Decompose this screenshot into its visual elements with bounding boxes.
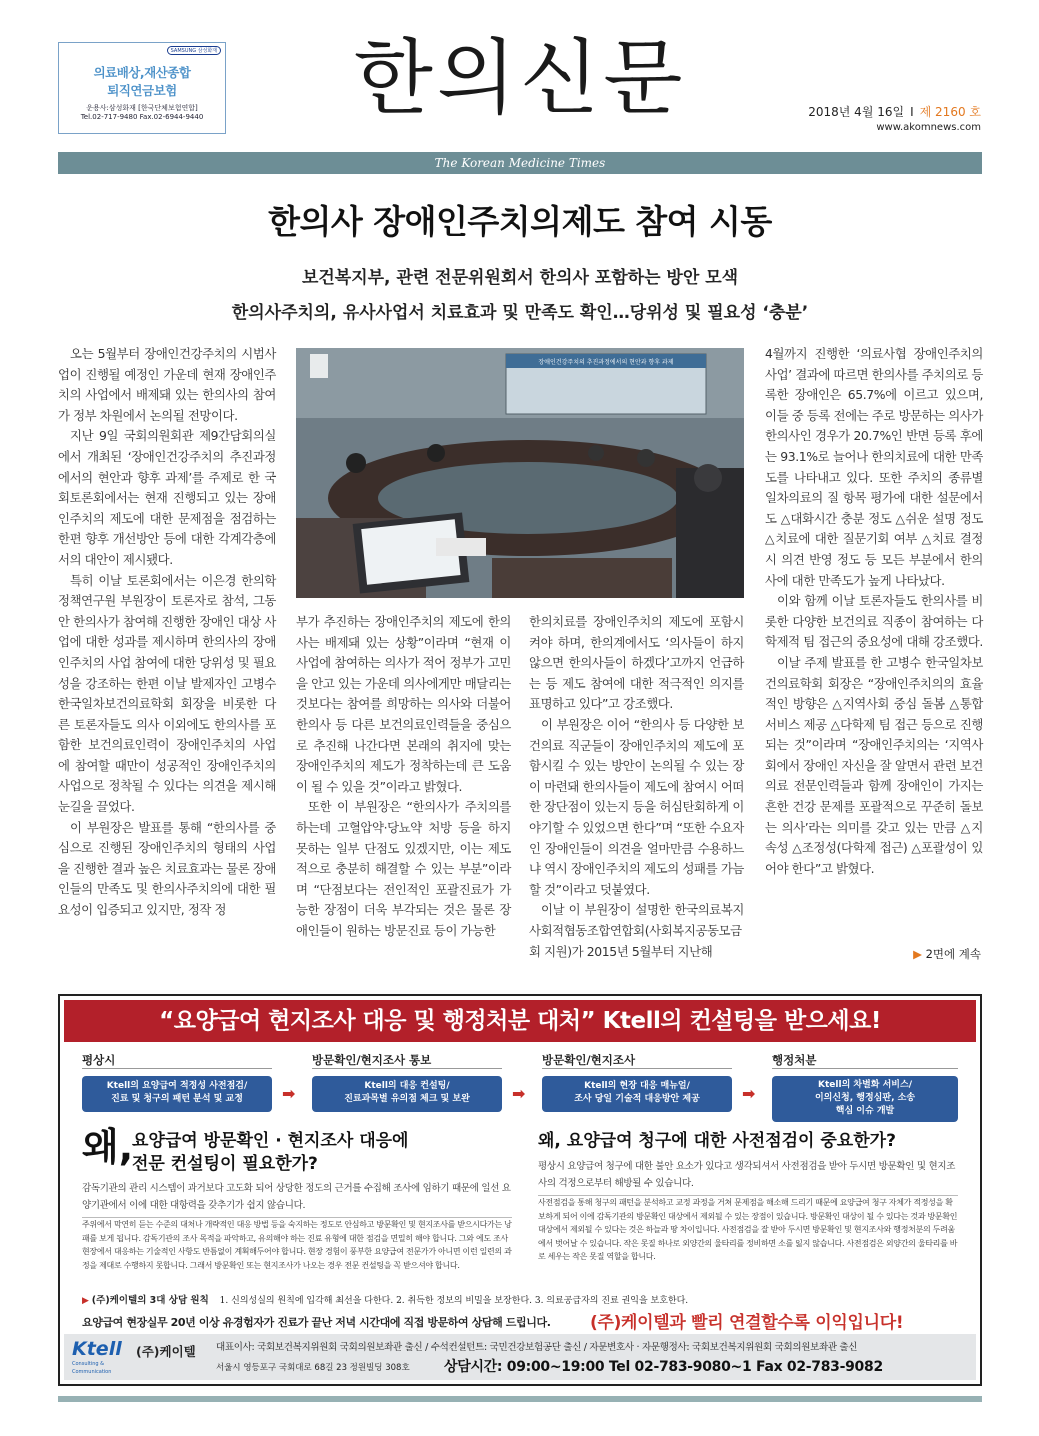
article-column-3 bbox=[529, 612, 744, 962]
samsung-logo: SAMSUNG 삼성화재 bbox=[167, 46, 221, 55]
stage-box bbox=[312, 1076, 502, 1112]
stage-divider bbox=[82, 1068, 272, 1069]
left-question-line-1: 요양급여 방문확인 · 현지조사 대응에 bbox=[132, 1131, 409, 1151]
article-column-2 bbox=[296, 612, 511, 942]
insurance-operator: 운용사:삼성화재 [한국단체보험연합] bbox=[86, 104, 198, 112]
principles-items: 1. 신의성실의 원칙에 입각해 최선을 다한다. 2. 취득한 정보의 비밀을 보장한다. 3. 의료공급자의 진료 권익을 보호한다. bbox=[219, 1296, 689, 1306]
bottom-divider bbox=[58, 1396, 982, 1402]
right-question: 왜, 요양급여 청구에 대한 사전점검이 중요한가? bbox=[538, 1131, 896, 1151]
company-name: (주)케이텔 bbox=[136, 1344, 196, 1359]
triangle-right-icon: ▶ bbox=[82, 1296, 89, 1306]
stage-divider bbox=[542, 1068, 732, 1069]
article-column-1 bbox=[58, 344, 276, 921]
paragraph: 이날 주제 발표를 한 고병수 한국일차보건의료학회 회장은 “장애인주치의의 효율적인 방향은 △지역사회 중심 돌봄 △통합서비스 제공 △다학제 팀 접근 등으로 진행되는 것”이라며 “장애인주치의는 ‘지역사회에서 장애인 자신을 잘 알면서 관련 보건의료 전문인력들과 함께 장애인이 가지는 흔한 건강 문제를 포괄적으로 꾸준히 돌보는 의사’라는 의미를 갖고 있는 만큼 △지속성 △조정성(다학제 접근) △포괄성이 있어야 한다”고 밝혔다. bbox=[765, 654, 983, 876]
stage-label: 행정처분 bbox=[772, 1053, 817, 1067]
article-subhead-2: 한의사주치의, 유사사업서 치료효과 및 만족도 확인…당위성 및 필요성 ‘충분’ bbox=[231, 303, 809, 323]
company-address: 서울시 영등포구 국회대로 68길 23 정원빌딩 308호 bbox=[216, 1363, 410, 1373]
photo-banner-text: 장애인건강주치의 추진과정에서의 현안과 향후 과제 bbox=[538, 359, 674, 366]
stage-divider bbox=[312, 1068, 502, 1069]
issue-info bbox=[808, 103, 981, 120]
conference-room-illustration bbox=[296, 348, 744, 598]
issue-number: 제 2160 호 bbox=[919, 105, 981, 119]
ad-footer bbox=[64, 1334, 976, 1380]
stage-box-line: Ktell의 대응 컨설팅/ bbox=[364, 1081, 450, 1091]
stage-box-line: Ktell의 현장 대응 매뉴얼/ bbox=[584, 1081, 690, 1091]
right-body-text: 사전점검을 통해 청구의 패턴을 분석하고 교정 과정을 거쳐 문제점을 해소해 드리기 때문에 요양급여 청구 자체가 적정성을 확보하게 되어 이에 감독기관의 방문확인 대상에서 제외될 수 있는 장점이 있습니다. 방문확인 대상이 될 수 있다는 것과 방문확인 대상에서 제외될 수 있다는 것은 하늘과 땅 차이입니다. 사전점검을 잘 받아 두시면 방문확인 및 현지조사와 행정처분의 두려움에서 벗어날 수 있습니다. 작은 못질 하나로 외양간의 울타리를 정비하면 소를 잃지 않습니다. 사전점검은 외양간의 울타리를 바로 세우는 작은 못질 역할을 합니다. bbox=[538, 1198, 958, 1261]
paragraph: 한의치료를 장애인주치의 제도에 포함시켜야 하며, 한의계에서도 ‘의사들이 하지 않으면 한의사들이 하겠다’고까지 언급하는 등 제도 참여에 대한 적극적인 의지를 표명하고 있다”고 강조했다. bbox=[529, 614, 744, 712]
article-column-4 bbox=[765, 344, 983, 879]
issue-date: 2018년 4월 16일 bbox=[808, 105, 905, 119]
article-subhead-1: 보건복지부, 관련 전문위원회서 한의사 포함하는 방안 모색 bbox=[301, 268, 739, 288]
why-big-text: 왜, bbox=[82, 1125, 134, 1169]
ktell-logo bbox=[72, 1338, 132, 1376]
article-photo bbox=[296, 348, 744, 598]
call-to-action: (주)케이텔과 빨리 연결할수록 이익입니다! bbox=[590, 1313, 904, 1333]
ktell-advertisement bbox=[58, 994, 982, 1386]
stage-label: 방문확인/현지조사 통보 bbox=[312, 1053, 432, 1067]
hours-and-contact: 상담시간: 09:00~19:00 Tel 02-783-9080~1 Fax 02-783-9082 bbox=[444, 1359, 883, 1375]
stage-divider bbox=[772, 1068, 958, 1069]
paragraph: 4월까지 진행한 ‘의료사협 장애인주치의 사업’ 결과에 따르면 한의사를 주치의로 등록한 장애인은 65.7%에 이르고 있으며, 이들 중 등록 전에는 주로 방문하는 의사가 한의사인 경우가 20.7%인 반면 등록 후에는 93.1%로 늘어나 한의치료에 대한 만족도를 나타내고 있다. 또한 주치의 종류별 일차의료의 질 항목 평가에 대한 설문에서도 △대화시간 충분 정도 △쉬운 설명 정도 △치료에 대한 질문기회 여부 △치료 결정시 의견 반영 정도 등 모든 부분에서 한의사에 대한 만족도가 높게 나타났다. bbox=[765, 346, 983, 588]
left-lead-text: 감독기관의 관리 시스템이 과거보다 고도화 되어 상당한 정도의 근거를 수집해 조사에 임하기 때문에 일선 요양기관에서 이에 대한 대항력을 갖추기가 쉽지 않습니다. bbox=[82, 1180, 512, 1218]
article-headline: 한의사 장애인주치의제도 참여 시동 bbox=[268, 202, 772, 241]
stage-label: 평상시 bbox=[82, 1053, 116, 1067]
arrow-right-icon: ➡ bbox=[512, 1084, 526, 1103]
ktell-logo-subtext: Consulting & Communication bbox=[72, 1361, 112, 1375]
stage-box-line: 조사 당일 기술적 대응방안 제공 bbox=[574, 1094, 700, 1104]
arrow-right-icon: ➡ bbox=[282, 1084, 296, 1103]
paragraph: 이 부원장은 발표를 통해 “한의사를 중심으로 진행된 장애인주치의 형태의 사업을 진행한 결과 높은 치료효과는 물론 장애인들의 만족도 및 한의사주치의에 대한 필요성이 입증되고 있지만, 정작 정 bbox=[58, 819, 276, 918]
left-body-text: 주위에서 막연히 듣는 수준의 대처나 개략적인 대응 방법 등을 숙지하는 정도로 안심하고 방문확인 및 현지조사를 받으시다가는 낭패를 보게 됩니다. 감독기관의 조사 목적을 파악하고, 유의해야 하는 진료 유형에 대한 점검을 면밀히 해야 합니다. 그와 에도 조사 현장에서 대응하는 기술적인 사항도 반틈없이 계획해두어야 합니다. 현장 경험이 풍부한 요양급여 전문가가 아니면 이런 일련의 과정을 제대로 수행하지 못합니다. 그래서 방문확인 또는 현지조사가 나오는 경우 전문 컨설팅을 꼭 받으셔야 합니다. bbox=[82, 1220, 512, 1270]
paragraph: 부가 추진하는 장애인주치의 제도에 한의사는 배제돼 있는 상황”이라며 “현재 이 사업에 참여하는 의사가 적어 정부가 고민을 안고 있는 가운데 의사에게만 매달리는 것보다는 참여를 희망하는 의사와 더불어 한의사 등 다른 보건의료인력들을 중심으로 추진해 나간다면 본래의 취지에 맞는 장애인주치의 제도가 정착하는데 큰 도움이 될 수 있을 것”이라고 밝혔다. bbox=[296, 614, 511, 794]
insurance-ad-box bbox=[58, 42, 226, 134]
tagline-bar: The Korean Medicine Times bbox=[58, 152, 982, 174]
left-question-line-2: 전문 컨설팅이 필요한가? bbox=[132, 1154, 318, 1174]
stage-box-line: Ktell의 요양급여 적정성 사전점검/ bbox=[106, 1081, 248, 1091]
ad-headline: “요양급여 현지조사 대응 및 행정처분 대처” Ktell의 컨설팅을 받으세요! bbox=[64, 1000, 976, 1042]
paragraph: 이와 함께 이날 토론자들도 한의사를 비롯한 다양한 보건의료 직종이 참여하는 다학제적 팀 접근의 중요성에 대해 강조했다. bbox=[765, 593, 983, 650]
stage-box bbox=[772, 1076, 958, 1122]
newspaper-title: 한의신문 bbox=[353, 31, 687, 126]
stage-box-line: 진료과목별 유의점 체크 및 보완 bbox=[344, 1094, 470, 1104]
visit-service-text: 요양급여 현장실무 20년 이상 유경험자가 진료가 끝난 저녁 시간대에 직접 방문하여 상담해 드립니다. bbox=[82, 1316, 551, 1329]
paragraph: 지난 9일 국회의원회관 제9간담회의실에서 개최된 ‘장애인건강주치의 추진과정에서의 현안과 향후 과제’를 주제로 한 국회토론회에서는 현재 진행되고 있는 장애인주치의 제도에 대한 문제점을 점검하는 한편 향후 개선방안 등에 대한 각계각층에서의 대안이 제시됐다. bbox=[58, 428, 276, 567]
continued-link[interactable] bbox=[913, 946, 981, 962]
right-lead-text: 평상시 요양급여 청구에 대한 불안 요소가 있다고 생각되셔서 사전점검을 받아 두시면 방문확인 및 현지조사의 걱정으로부터 해방될 수 있습니다. bbox=[538, 1158, 958, 1196]
stage-box-line: 진료 및 청구의 패턴 분석 및 교정 bbox=[111, 1094, 243, 1104]
stage-box bbox=[542, 1076, 732, 1112]
ktell-logo-text: Ktell bbox=[72, 1338, 122, 1360]
insurance-line-2: 퇴직연금보험 bbox=[107, 83, 177, 98]
stage-box-line: 이의신청, 행정심판, 소송 bbox=[814, 1093, 916, 1103]
paragraph: 이 부원장은 이어 “한의사 등 다양한 보건의료 직군들이 장애인주치의 제도에 포함시킬 수 있는 방안이 논의될 수 있는 장이 마련돼 한의사들이 제도에 참여시 어떠한 장단점이 있는지 등을 허심탄회하게 이야기할 수 있었으면 한다”며 “또한 수요자인 장애인들이 의견을 얼마만큼 수용하느냐 역시 장애인주치의 제도의 성패를 가늠할 것”이라고 덧붙였다. bbox=[529, 716, 744, 897]
stage-box-line: 핵심 이슈 개발 bbox=[835, 1106, 895, 1116]
continued-text: 2면에 계속 bbox=[925, 947, 981, 961]
consulting-principles bbox=[82, 1292, 962, 1306]
triangle-right-icon: ▶ bbox=[913, 947, 922, 961]
stage-label: 방문확인/현지조사 bbox=[542, 1053, 636, 1067]
issue-separator: I bbox=[910, 105, 914, 119]
staff-credentials: 대표이사: 국회보건복지위원회 국회의원보좌관 출신 / 수석컨설턴트: 국민건강보험공단 출신 / 자문변호사 · 자문행정사: 국회보건복지위원회 국회의원보좌관 출신 bbox=[216, 1342, 858, 1353]
stage-box bbox=[82, 1076, 272, 1112]
insurance-contact: Tel.02-717-9480 Fax.02-6944-9440 bbox=[80, 113, 204, 121]
arrow-right-icon: ➡ bbox=[742, 1084, 756, 1103]
paragraph: 특히 이날 토론회에서는 이은경 한의학정책연구원 부원장이 토론자로 참석, 그동안 한의사가 참여해 진행한 장애인 대상 사업에 대한 성과를 제시하며 한의사의 장애인주치의 사업 참여에 대한 당위성 및 필요성을 강조하는 한편 이날 발제자인 고병수 한국일차보건의료학회 회장을 비롯한 다른 토론자들도 의사 이외에도 한의사를 포함한 보건의료인력이 장애인주치의 사업에 참여할 때만이 성공적인 장애인주치의 사업으로 정착될 수 있다는 의견을 제시해 눈길을 끌었다. bbox=[58, 572, 276, 815]
principles-label: (주)케이텔의 3대 상담 원칙 bbox=[91, 1295, 209, 1306]
paragraph: 오는 5월부터 장애인건강주치의 시범사업이 진행될 예정인 가운데 현재 장애인주치의 사업에서 배제돼 있는 한의사의 참여가 정부 차원에서 논의될 전망이다. bbox=[58, 346, 276, 423]
stage-box-line: Ktell의 차별화 서비스/ bbox=[818, 1080, 912, 1090]
paragraph: 또한 이 부원장은 “한의사가 주치의를 하는데 고혈압약·당뇨약 처방 등을 하지 못하는 일부 단점도 있겠지만, 이는 제도적으로 충분히 해결할 수 있는 부분”이라며 “단점보다는 전인적인 포괄진료가 가능한 장점이 더욱 부각되는 것은 물론 장애인들이 원하는 방문진료 등이 가능한 bbox=[296, 799, 511, 938]
website-link[interactable]: www.akomnews.com bbox=[876, 122, 981, 133]
insurance-line-1: 의료배상,재산종합 bbox=[93, 65, 191, 80]
paragraph: 이날 이 부원장이 설명한 한국의료복지사회적협동조합연합회(사회복지공동모금회 지원)가 2015년 5월부터 지난해 bbox=[529, 902, 744, 959]
